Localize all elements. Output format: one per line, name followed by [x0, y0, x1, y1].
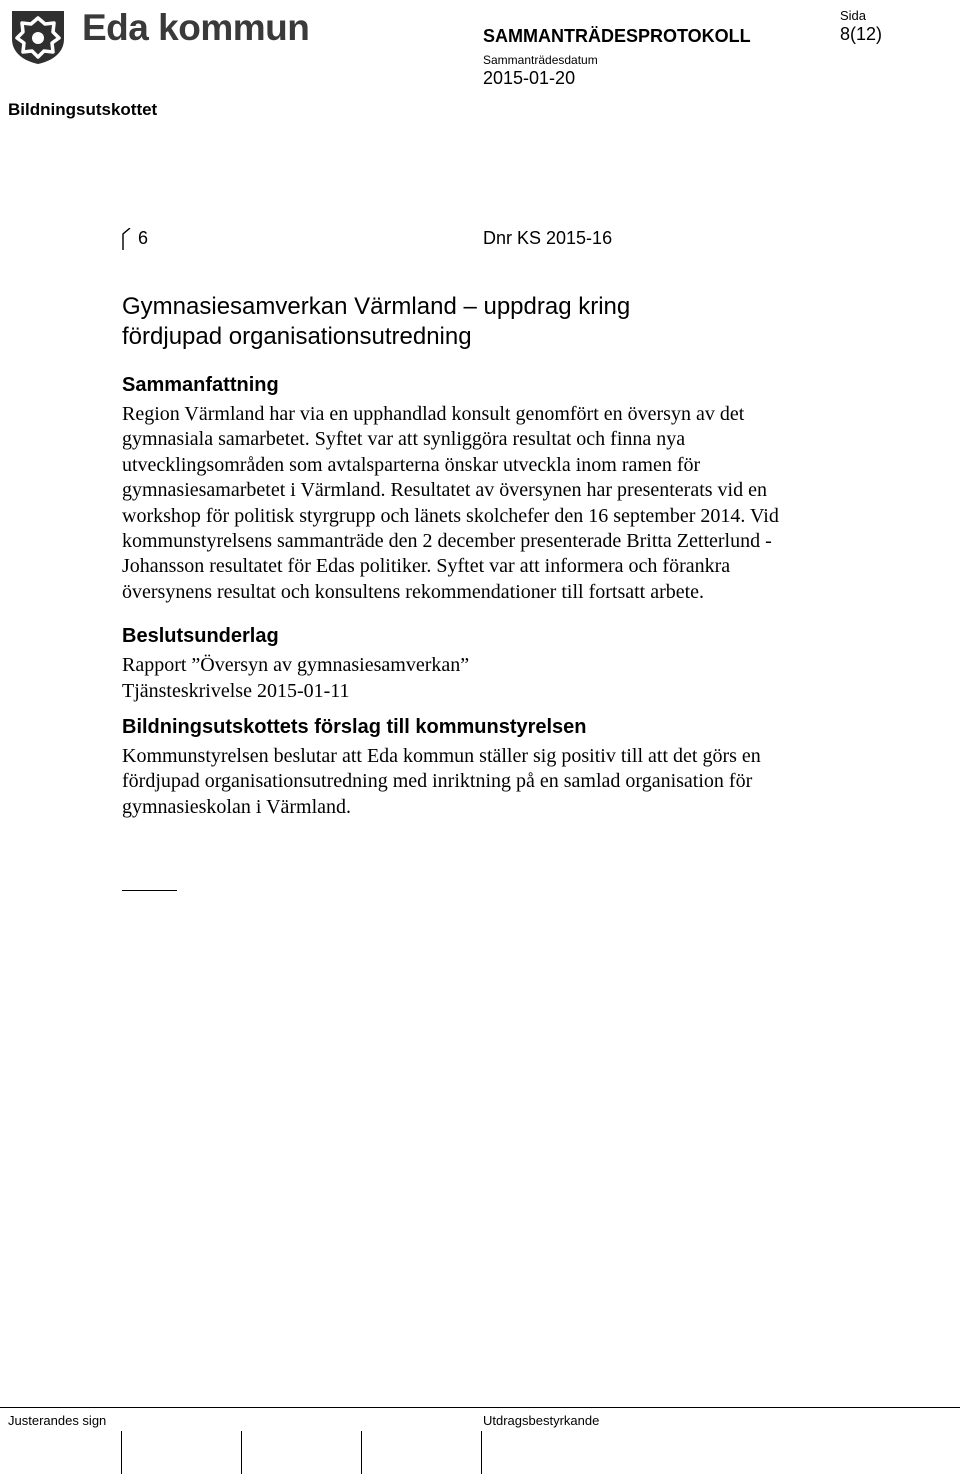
proposal-heading: Bildningsutskottets förslag till kommunstyrelsen [122, 716, 587, 739]
signature-box-divider [121, 1431, 122, 1474]
footer-divider [0, 1407, 960, 1408]
basis-item: Tjänsteskrivelse 2015-01-11 [122, 679, 350, 702]
logo-wordmark: Eda kommun [82, 7, 310, 48]
signature-footer [0, 1405, 960, 1474]
page-number: 8(12) [840, 24, 883, 44]
section-corner-mark-icon [121, 228, 133, 250]
case-number: Dnr KS 2015-16 [483, 228, 613, 248]
basis-heading: Beslutsunderlag [122, 625, 279, 648]
meeting-date: 2015-01-20 [483, 68, 576, 88]
signature-box-divider [481, 1431, 482, 1474]
item-number: 6 [138, 228, 149, 248]
proposal-text: Kommunstyrelsen beslutar att Eda kommun ställer sig positiv till att det görs en fördjupad organisationsutredning med inriktning på en samlad organisation för gymnasieskolan i Värmland. [122, 745, 761, 818]
eda-kommun-logo [8, 5, 310, 67]
end-of-item-rule [122, 890, 177, 891]
meeting-date-label: Sammanträdesdatum [483, 53, 598, 67]
item-title [122, 292, 822, 352]
summary-heading: Sammanfattning [122, 374, 279, 396]
summary-text: Region Värmland har via en upphandlad konsult genomfört en översyn av det gymnasiala samarbetet. Syftet var att synliggöra resultat och finna nya utvecklingsområden som avtalsparterna önskar utveckla inom ramen för gymnasiesamarbetet i Värmland. Resultatet av översynen har presenterats vid en workshop för politisk styrgrupp och länets skolchefer den 16 september 2014. Vid kommunstyrelsens sammanträde den 2 december presenterade Britta Zetterlund - Johansson resultatet för Edas politiker. Syftet var att informera och förankra översynens resultat och konsultens rekommendationer till fortsatt arbete. [122, 403, 779, 603]
basis-list [122, 653, 822, 704]
document-title: SAMMANTRÄDESPROTOKOLL [483, 26, 751, 46]
municipal-shield-icon [8, 5, 68, 65]
signature-box-divider [361, 1431, 362, 1474]
basis-item: Rapport ”Översyn av gymnasiesamverkan” [122, 654, 470, 677]
item-title-line: Gymnasiesamverkan Värmland – uppdrag kring [122, 293, 631, 320]
protocol-item-body [122, 292, 822, 820]
department-name: Bildningsutskottet [8, 100, 158, 119]
justerandes-sign-label: Justerandes sign [8, 1413, 107, 1428]
signature-box-divider [241, 1431, 242, 1474]
utdragsbestyrkande-label: Utdragsbestyrkande [483, 1413, 600, 1428]
item-title-line: fördjupad organisationsutredning [122, 323, 472, 350]
page-label: Sida [840, 8, 867, 23]
